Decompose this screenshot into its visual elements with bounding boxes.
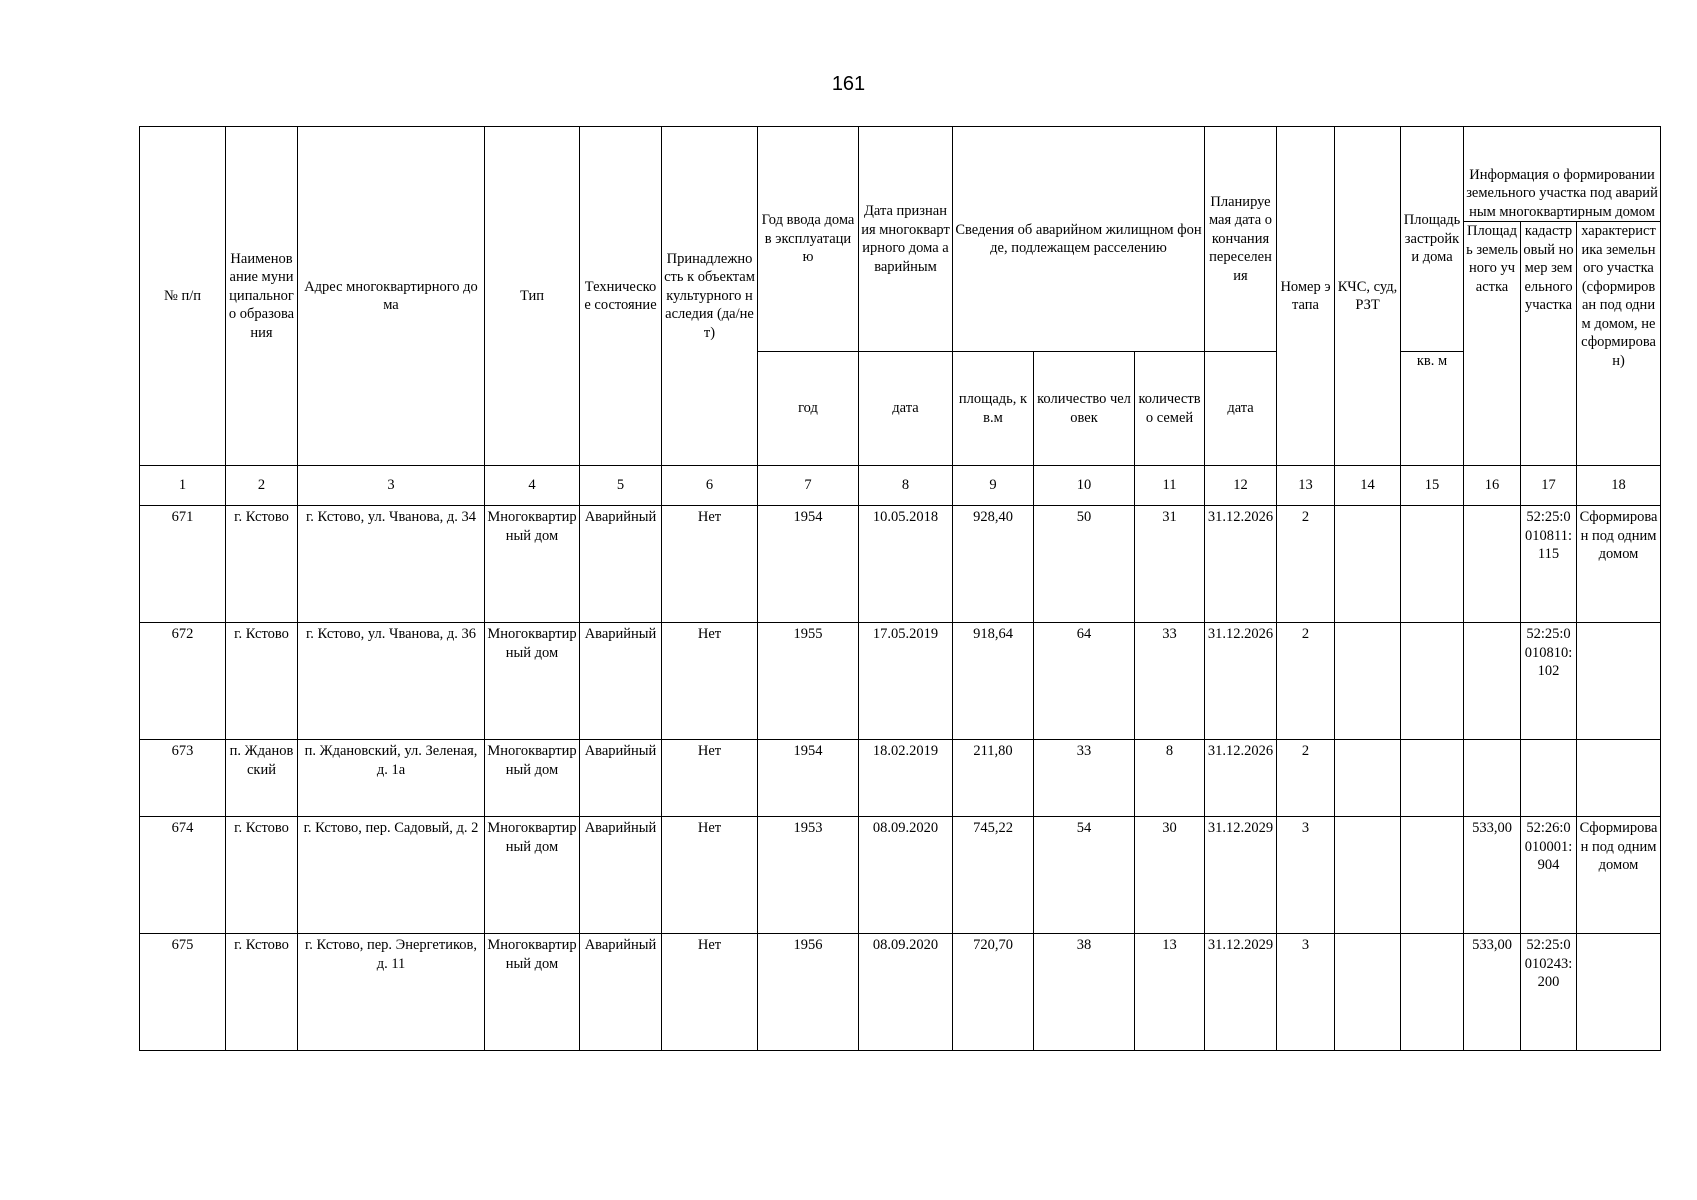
cell-land-status <box>1577 623 1661 740</box>
cell-date-resettle: 31.12.2026 <box>1205 740 1277 817</box>
table-body <box>140 466 1661 1051</box>
column-number: 9 <box>953 466 1034 506</box>
cell-type: Многоквартирный дом <box>485 623 580 740</box>
cell-type: Многоквартирный дом <box>485 817 580 934</box>
cell-heritage: Нет <box>662 623 758 740</box>
cell-people: 38 <box>1034 934 1135 1051</box>
table-row <box>140 506 1661 623</box>
column-number: 10 <box>1034 466 1135 506</box>
column-number: 6 <box>662 466 758 506</box>
cell-kchs <box>1335 817 1401 934</box>
cell-cadastral <box>1521 740 1577 817</box>
header-group-land-plot: Информация о формировании земельного участка под аварийным многоквартирным домом <box>1464 127 1661 222</box>
header-year-commissioned: Год ввода дома в эксплуатацию <box>758 127 859 352</box>
cell-land-status <box>1577 934 1661 1051</box>
cell-address: г. Кстово, ул. Чванова, д. 34 <box>298 506 485 623</box>
column-number: 14 <box>1335 466 1401 506</box>
cell-families: 33 <box>1135 623 1205 740</box>
page-number: 161 <box>831 73 866 95</box>
header-technical-condition: Техническое состояние <box>580 127 662 466</box>
header-group-resettlement-info: Сведения об аварийном жилищном фонде, подлежащем расселению <box>953 127 1205 352</box>
header-unit-year: год <box>758 352 859 466</box>
cell-year: 1954 <box>758 740 859 817</box>
table-row <box>140 934 1661 1051</box>
table-header <box>140 127 1661 466</box>
cell-build-area <box>1401 934 1464 1051</box>
cell-technical-condition: Аварийный <box>580 740 662 817</box>
header-stage-number: Номер этапа <box>1277 127 1335 466</box>
cell-date-resettle: 31.12.2026 <box>1205 623 1277 740</box>
cell-technical-condition: Аварийный <box>580 934 662 1051</box>
cell-people: 64 <box>1034 623 1135 740</box>
cell-date-resettle: 31.12.2026 <box>1205 506 1277 623</box>
cell-technical-condition: Аварийный <box>580 506 662 623</box>
cell-land-area: 533,00 <box>1464 817 1521 934</box>
cell-kchs <box>1335 623 1401 740</box>
column-number: 16 <box>1464 466 1521 506</box>
header-families-count: количество семей <box>1135 352 1205 466</box>
header-people-count: количество человек <box>1034 352 1135 466</box>
cell-year: 1954 <box>758 506 859 623</box>
cell-land-area: 533,00 <box>1464 934 1521 1051</box>
cell-date-emergency: 17.05.2019 <box>859 623 953 740</box>
cell-year: 1956 <box>758 934 859 1051</box>
cell-type: Многоквартирный дом <box>485 934 580 1051</box>
header-address: Адрес многоквартирного дома <box>298 127 485 466</box>
cell-area: 745,22 <box>953 817 1034 934</box>
column-number: 7 <box>758 466 859 506</box>
cell-heritage: Нет <box>662 934 758 1051</box>
cell-municipality: г. Кстово <box>226 934 298 1051</box>
cell-date-resettle: 31.12.2029 <box>1205 817 1277 934</box>
cell-heritage: Нет <box>662 506 758 623</box>
cell-people: 50 <box>1034 506 1135 623</box>
header-planned-resettlement-date: Планируемая дата окончания переселения <box>1205 127 1277 352</box>
table-row <box>140 740 1661 817</box>
cell-address: г. Кстово, пер. Энергетиков, д. 11 <box>298 934 485 1051</box>
column-number: 13 <box>1277 466 1335 506</box>
cell-build-area <box>1401 506 1464 623</box>
cell-technical-condition: Аварийный <box>580 623 662 740</box>
cell-date-resettle: 31.12.2029 <box>1205 934 1277 1051</box>
cell-row-number: 672 <box>140 623 226 740</box>
cell-cadastral: 52:26:0010001:904 <box>1521 817 1577 934</box>
column-number: 4 <box>485 466 580 506</box>
cell-area: 928,40 <box>953 506 1034 623</box>
header-municipality: Наименование муниципального образования <box>226 127 298 466</box>
cell-area: 211,80 <box>953 740 1034 817</box>
cell-build-area <box>1401 623 1464 740</box>
cell-stage: 2 <box>1277 506 1335 623</box>
header-unit-sqm: кв. м <box>1401 352 1464 466</box>
cell-people: 33 <box>1034 740 1135 817</box>
cell-date-emergency: 18.02.2019 <box>859 740 953 817</box>
cell-stage: 3 <box>1277 817 1335 934</box>
cell-people: 54 <box>1034 817 1135 934</box>
cell-land-area <box>1464 740 1521 817</box>
cell-kchs <box>1335 740 1401 817</box>
cell-land-status: Сформирован под одним домом <box>1577 506 1661 623</box>
cell-land-area <box>1464 506 1521 623</box>
table-row <box>140 817 1661 934</box>
cell-row-number: 671 <box>140 506 226 623</box>
header-cadastral-number: кадастровый номер земельного участка <box>1521 222 1577 466</box>
column-number: 2 <box>226 466 298 506</box>
cell-heritage: Нет <box>662 740 758 817</box>
header-heritage: Принадлежность к объектам культурного наследия (да/нет) <box>662 127 758 466</box>
cell-families: 30 <box>1135 817 1205 934</box>
column-number-row <box>140 466 1661 506</box>
cell-municipality: г. Кстово <box>226 817 298 934</box>
cell-row-number: 673 <box>140 740 226 817</box>
cell-address: г. Кстово, пер. Садовый, д. 2 <box>298 817 485 934</box>
cell-land-area <box>1464 623 1521 740</box>
cell-year: 1955 <box>758 623 859 740</box>
header-type: Тип <box>485 127 580 466</box>
column-number: 18 <box>1577 466 1661 506</box>
header-area-sqm: площадь, кв.м <box>953 352 1034 466</box>
header-row-number: № п/п <box>140 127 226 466</box>
column-number: 11 <box>1135 466 1205 506</box>
header-land-plot-area: Площадь земельного участка <box>1464 222 1521 466</box>
emergency-housing-table <box>139 126 1661 1051</box>
cell-heritage: Нет <box>662 817 758 934</box>
cell-kchs <box>1335 506 1401 623</box>
cell-date-emergency: 10.05.2018 <box>859 506 953 623</box>
header-unit-date: дата <box>859 352 953 466</box>
cell-build-area <box>1401 817 1464 934</box>
column-number: 12 <box>1205 466 1277 506</box>
cell-kchs <box>1335 934 1401 1051</box>
column-number: 8 <box>859 466 953 506</box>
cell-cadastral: 52:25:0010243:200 <box>1521 934 1577 1051</box>
cell-cadastral: 52:25:0010810:102 <box>1521 623 1577 740</box>
table-row <box>140 623 1661 740</box>
column-number: 1 <box>140 466 226 506</box>
cell-build-area <box>1401 740 1464 817</box>
cell-row-number: 675 <box>140 934 226 1051</box>
header-date-declared-emergency: Дата признания многоквартирного дома аварийным <box>859 127 953 352</box>
column-number: 3 <box>298 466 485 506</box>
cell-families: 8 <box>1135 740 1205 817</box>
cell-land-status <box>1577 740 1661 817</box>
header-building-area: Площадь застройки дома <box>1401 127 1464 352</box>
column-number: 17 <box>1521 466 1577 506</box>
cell-date-emergency: 08.09.2020 <box>859 817 953 934</box>
cell-families: 13 <box>1135 934 1205 1051</box>
cell-stage: 2 <box>1277 740 1335 817</box>
cell-municipality: г. Кстово <box>226 506 298 623</box>
cell-year: 1953 <box>758 817 859 934</box>
cell-date-emergency: 08.09.2020 <box>859 934 953 1051</box>
cell-stage: 3 <box>1277 934 1335 1051</box>
cell-cadastral: 52:25:0010811:115 <box>1521 506 1577 623</box>
cell-address: п. Ждановский, ул. Зеленая, д. 1а <box>298 740 485 817</box>
cell-address: г. Кстово, ул. Чванова, д. 36 <box>298 623 485 740</box>
cell-row-number: 674 <box>140 817 226 934</box>
header-kchs-court: КЧС, суд, РЗТ <box>1335 127 1401 466</box>
cell-type: Многоквартирный дом <box>485 740 580 817</box>
cell-families: 31 <box>1135 506 1205 623</box>
cell-area: 918,64 <box>953 623 1034 740</box>
cell-stage: 2 <box>1277 623 1335 740</box>
cell-area: 720,70 <box>953 934 1034 1051</box>
column-number: 15 <box>1401 466 1464 506</box>
cell-type: Многоквартирный дом <box>485 506 580 623</box>
header-unit-resettlement-date: дата <box>1205 352 1277 466</box>
cell-land-status: Сформирован под одним домом <box>1577 817 1661 934</box>
header-land-plot-status: характеристика земельного участка (сформирован под одним домом, не сформирован) <box>1577 222 1661 466</box>
cell-technical-condition: Аварийный <box>580 817 662 934</box>
column-number: 5 <box>580 466 662 506</box>
cell-municipality: г. Кстово <box>226 623 298 740</box>
cell-municipality: п. Ждановский <box>226 740 298 817</box>
